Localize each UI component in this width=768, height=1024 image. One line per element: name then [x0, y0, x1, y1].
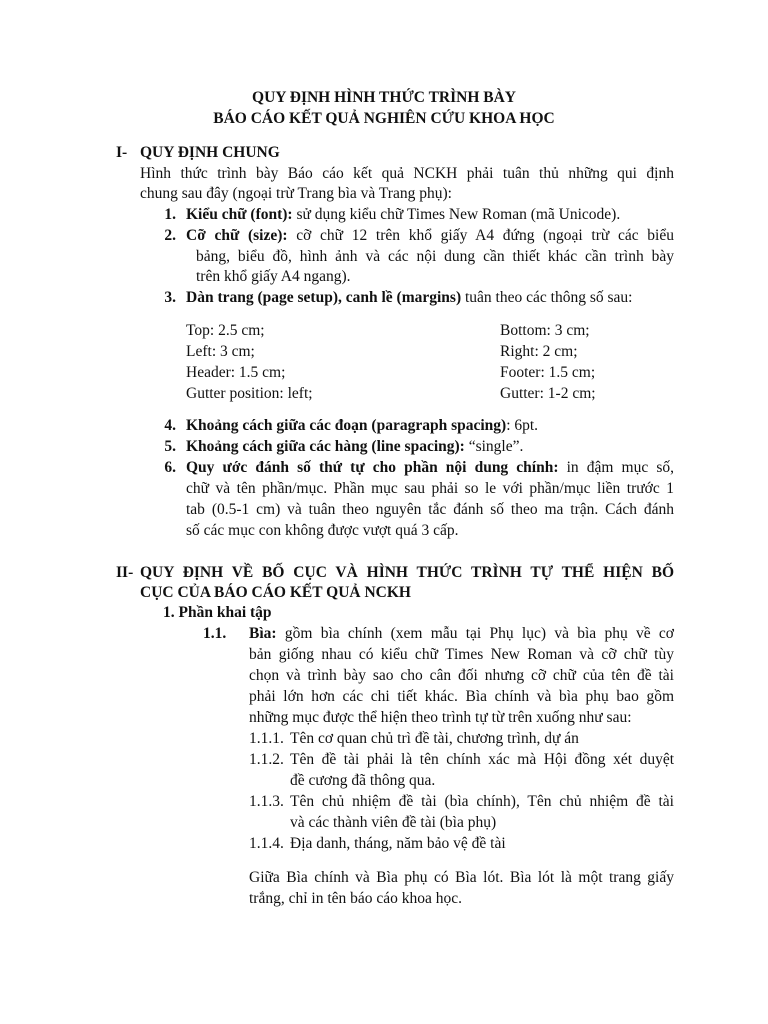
- item1-number: 1.: [164, 206, 176, 223]
- item1-bold: Kiểu chữ (font):: [186, 206, 293, 223]
- item2-cont2: trên khổ giấy A4 ngang).: [196, 268, 351, 285]
- margin-header: Header: 1.5 cm;: [186, 364, 286, 381]
- subitem2-cont: đề cương đã thông qua.: [290, 772, 436, 789]
- subitem2-text: Tên đề tài phải là tên chính xác mà Hội đồng xét duyệt: [290, 751, 674, 768]
- subitem3-cont: và các thành viên đề tài (bìa phụ): [290, 814, 497, 831]
- part1-heading: 1. Phần khai tập: [163, 604, 272, 621]
- item3-bold: Dàn trang (page setup), canh lề (margins): [186, 289, 462, 306]
- item3-number: 3.: [164, 289, 176, 306]
- margin-gutter-position: Gutter position: left;: [186, 385, 313, 402]
- item3-text: [186, 288, 632, 309]
- item5-text: [186, 437, 523, 458]
- margin-bottom: Bottom: 3 cm;: [500, 322, 590, 339]
- section2-heading-line2: CỤC CỦA BÁO CÁO KẾT QUẢ NCKH: [140, 584, 411, 601]
- item4-rest: : 6pt.: [506, 417, 539, 434]
- item6-cont3: số các mục con không được vượt quá 3 cấp.: [186, 522, 459, 539]
- subsection-line5: những mục được thể hiện theo trình tự từ trên xuống như sau:: [249, 709, 632, 726]
- item2-bold: Cỡ chữ (size):: [186, 227, 288, 244]
- item6-rest: in đậm mục số,: [558, 459, 674, 476]
- item4-text: [186, 416, 538, 437]
- section1-numeral: I-: [116, 144, 128, 161]
- document-title-line2: BÁO CÁO KẾT QUẢ NGHIÊN CỨU KHOA HỌC: [213, 110, 555, 127]
- section1-heading: QUY ĐỊNH CHUNG: [140, 144, 280, 161]
- margin-right: Right: 2 cm;: [500, 343, 578, 360]
- closing-line2: trắng, chỉ in tên báo cáo khoa học.: [249, 890, 463, 907]
- item5-bold: Khoảng cách giữa các hàng (line spacing):: [186, 438, 465, 455]
- item1-rest: sử dụng kiểu chữ Times New Roman (mã Unicode).: [292, 206, 621, 223]
- subsection-line1: [249, 624, 674, 645]
- item2-number: 2.: [164, 227, 176, 244]
- subitem1-text: Tên cơ quan chủ trì đề tài, chương trình, dự án: [290, 730, 579, 747]
- margin-gutter: Gutter: 1-2 cm;: [500, 385, 596, 402]
- item5-rest: “single”.: [464, 438, 524, 455]
- subsection-line2: bản giống nhau có kiểu chữ Times New Roman và cỡ chữ tùy: [249, 646, 674, 663]
- item4-number: 4.: [164, 417, 176, 434]
- subsection-line4: phải lớn hơn các chi tiết khác. Bìa chính và bìa phụ bao gồm: [249, 688, 674, 705]
- subsection-line3: chọn và trình bày sao cho cân đối nhưng cỡ chữ của tên đề tài: [249, 667, 674, 684]
- item5-number: 5.: [164, 438, 176, 455]
- item6-cont2: tab (0.5-1 cm) và tuân theo nguyên tắc đánh số theo ma trận. Cách đánh: [186, 501, 674, 518]
- item6-text: [186, 458, 674, 479]
- item3-rest: tuân theo các thông số sau:: [461, 289, 633, 306]
- margin-footer: Footer: 1.5 cm;: [500, 364, 596, 381]
- margin-top: Top: 2.5 cm;: [186, 322, 265, 339]
- subitem3-number: 1.1.3.: [249, 793, 284, 810]
- margin-left: Left: 3 cm;: [186, 343, 255, 360]
- subitem3-text: Tên chủ nhiệm đề tài (bìa chính), Tên chủ nhiệm đề tài: [290, 793, 674, 810]
- subitem1-number: 1.1.1.: [249, 730, 284, 747]
- item2-rest: cỡ chữ 12 trên khổ giấy A4 đứng (ngoại trừ các biểu: [287, 227, 674, 244]
- item6-cont1: chữ và tên phần/mục. Phần mục sau phải so le với phần/mục liền trước 1: [186, 480, 674, 497]
- item2-cont1: bảng, biểu đồ, hình ảnh và các nội dung cần thiết khác cần trình bày: [196, 248, 674, 265]
- section2-heading-line1: QUY ĐỊNH VỀ BỐ CỤC VÀ HÌNH THỨC TRÌNH TỰ THỂ HIỆN BỐ: [140, 564, 674, 581]
- section2-numeral: II-: [116, 564, 134, 581]
- item2-text: [186, 226, 674, 247]
- subitem2-number: 1.1.2.: [249, 751, 284, 768]
- subsection-rest: gồm bìa chính (xem mẫu tại Phụ lục) và bìa phụ về cơ: [276, 625, 674, 642]
- section1-intro-line1: Hình thức trình bày Báo cáo kết quả NCKH phải tuân thủ những qui định: [140, 165, 674, 182]
- subitem4-text: Địa danh, tháng, năm bảo vệ đề tài: [290, 835, 506, 852]
- section1-intro-line2: chung sau đây (ngoại trừ Trang bìa và Trang phụ):: [140, 185, 452, 202]
- subsection-bold: Bìa:: [249, 625, 277, 642]
- document-title-line1: QUY ĐỊNH HÌNH THỨC TRÌNH BÀY: [252, 89, 516, 106]
- subsection-number: 1.1.: [203, 625, 227, 642]
- closing-line1: Giữa Bìa chính và Bìa phụ có Bìa lót. Bìa lót là một trang giấy: [249, 869, 674, 886]
- item6-number: 6.: [164, 459, 176, 476]
- subitem4-number: 1.1.4.: [249, 835, 284, 852]
- item6-bold: Quy ước đánh số thứ tự cho phần nội dung chính:: [186, 459, 559, 476]
- item1-text: [186, 205, 620, 226]
- item4-bold: Khoảng cách giữa các đoạn (paragraph spacing): [186, 417, 507, 434]
